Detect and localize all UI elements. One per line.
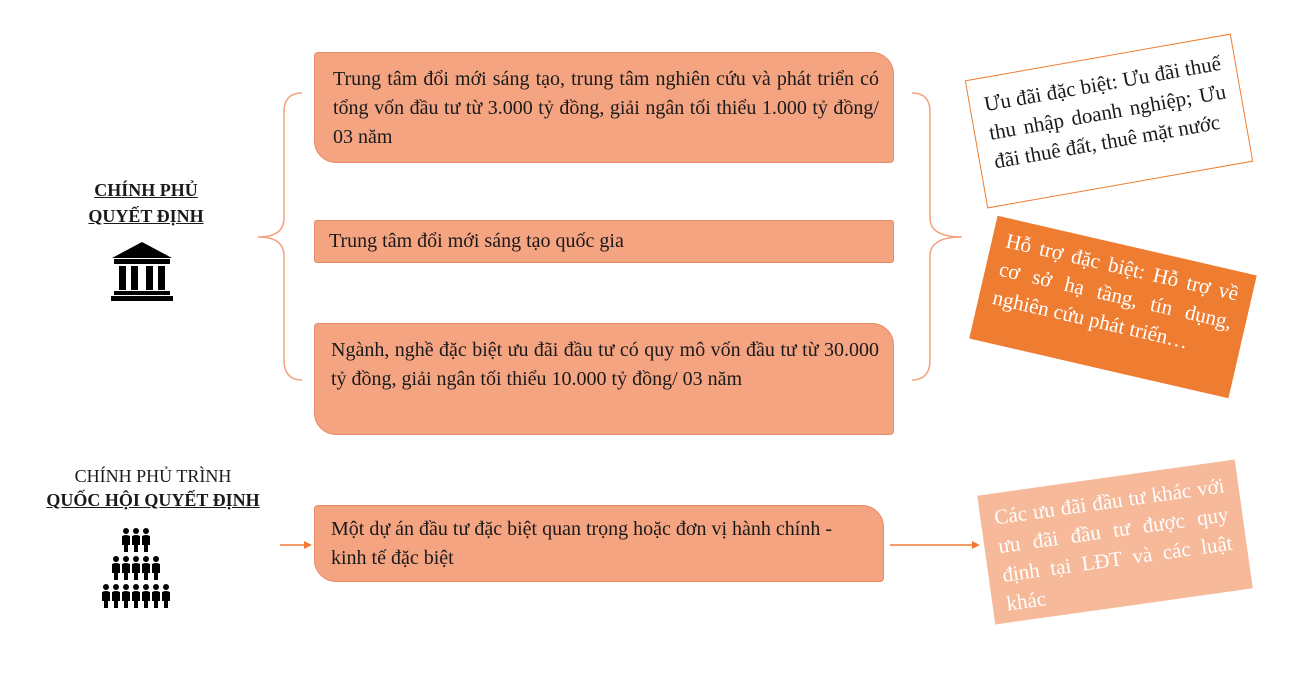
box-special-project-text: Một dự án đầu tư đặc biệt quan trọng hoặc đơn vị hành chính - kinh tế đặc biệt (331, 518, 833, 569)
arrow-right-head (972, 541, 980, 549)
gov-decides-line2: QUYẾT ĐỊNH (88, 206, 204, 226)
arrow-left-head (304, 541, 312, 549)
gov-submits-line2: QUỐC HỘI QUYẾT ĐỊNH (46, 490, 260, 510)
left-bracket (258, 93, 302, 380)
gov-submits-line1: CHÍNH PHỦ TRÌNH (74, 466, 232, 486)
box-national-innovation-text: Trung tâm đổi mới sáng tạo quốc gia (329, 230, 624, 252)
note-special-support-text: Hỗ trợ đặc biệt: Hỗ trợ về cơ sở hạ tầng, tín dụng, nghiên cứu phát triển… (990, 228, 1241, 354)
gov-submits-label (12, 464, 294, 512)
right-bracket (912, 93, 962, 380)
gov-decides-line1: CHÍNH PHỦ (94, 180, 198, 200)
box-special-project (314, 505, 884, 582)
note-other-incentives-text: Các ưu đãi đầu tư khác với ưu đãi đầu tư được quy định tại LĐT và các luật khác (992, 473, 1234, 616)
box-innovation-rd-center (314, 52, 894, 163)
note-special-incentives-text: Ưu đãi đặc biệt: Ưu đãi thuế thu nhập doanh nghiệp; Ưu đãi thuê đất, thuê mặt nước (982, 50, 1228, 174)
box-innovation-rd-text: Trung tâm đổi mới sáng tạo, trung tâm nghiên cứu và phát triển có tổng vốn đầu tư từ 3.000 tỷ đồng, giải ngân tối thiểu 1.000 tỷ đồng/ 03 năm (333, 68, 879, 148)
people-pyramid-icon (100, 526, 180, 612)
government-building-icon (110, 240, 174, 302)
box-special-sector (314, 323, 894, 435)
box-special-sector-text: Ngành, nghề đặc biệt ưu đãi đầu tư có quy mô vốn đầu tư từ 30.000 tỷ đồng, giải ngân tối thiểu 10.000 tỷ đồng/ 03 năm (331, 339, 879, 390)
gov-decides-label (66, 177, 226, 229)
box-national-innovation-center (314, 220, 894, 263)
